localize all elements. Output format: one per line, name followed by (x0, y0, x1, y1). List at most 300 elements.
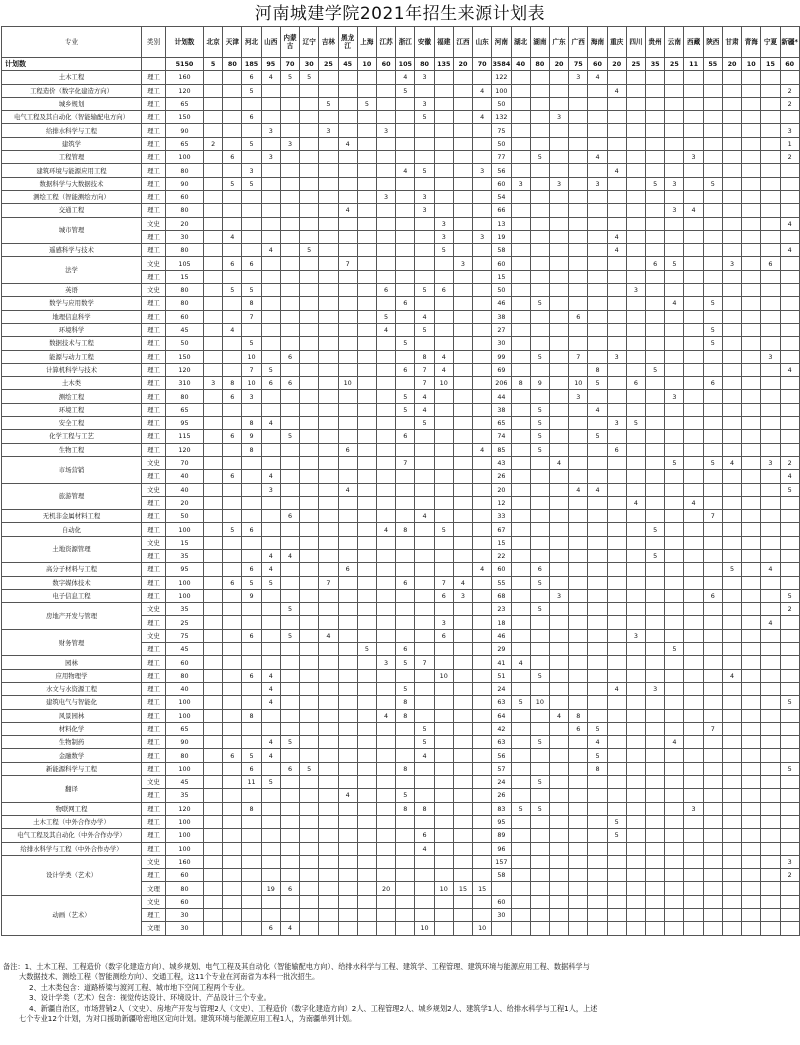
province-cell (376, 270, 395, 283)
province-cell: 8 (396, 523, 415, 536)
province-cell: 4 (722, 669, 741, 682)
province-cell: 8 (242, 297, 261, 310)
table-row (2, 124, 800, 137)
province-cell (703, 749, 722, 762)
province-cell: 4 (473, 111, 492, 124)
province-cell (549, 443, 568, 456)
province-cell (569, 204, 588, 217)
province-cell (280, 337, 299, 350)
province-cell (549, 749, 568, 762)
header-province: 新疆* (780, 27, 799, 58)
province-cell (530, 244, 549, 257)
province-cell (204, 310, 223, 323)
province-cell (319, 589, 338, 602)
category-cell: 理工 (142, 682, 166, 695)
province-cell (626, 669, 645, 682)
province-cell: 6 (338, 563, 357, 576)
province-cell (569, 164, 588, 177)
province-cell (204, 909, 223, 922)
province-cell (453, 536, 472, 549)
province-cell: 2 (780, 603, 799, 616)
province-cell: 4 (261, 696, 280, 709)
province-cell (511, 456, 530, 469)
table-row (2, 217, 800, 230)
province-cell (607, 284, 626, 297)
province-cell (338, 430, 357, 443)
province-cell: 8 (396, 709, 415, 722)
province-cell: 3 (280, 137, 299, 150)
major-name: 遥感科学与技术 (2, 244, 142, 257)
province-cell (588, 709, 607, 722)
province-cell (223, 97, 242, 110)
province-cell (376, 470, 395, 483)
province-cell: 99 (492, 350, 511, 363)
province-cell (473, 124, 492, 137)
province-cell: 4 (780, 470, 799, 483)
province-cell (742, 390, 761, 403)
province-cell (722, 483, 741, 496)
province-cell (376, 815, 395, 828)
plan-total-cell: 25 (166, 616, 204, 629)
province-cell (280, 443, 299, 456)
province-cell: 6 (569, 722, 588, 735)
province-cell (453, 310, 472, 323)
province-cell (722, 629, 741, 642)
province-cell (261, 137, 280, 150)
province-cell (742, 563, 761, 576)
province-cell (338, 682, 357, 695)
province-cell (626, 855, 645, 868)
province-cell (415, 217, 434, 230)
province-cell (300, 204, 319, 217)
province-cell (434, 895, 453, 908)
province-cell (761, 137, 780, 150)
province-cell (626, 882, 645, 895)
province-cell: 3 (434, 217, 453, 230)
province-cell (396, 377, 415, 390)
province-cell (511, 297, 530, 310)
province-cell (300, 470, 319, 483)
province-cell: 5 (280, 71, 299, 84)
province-cell (569, 895, 588, 908)
province-cell: 77 (492, 151, 511, 164)
province-cell (357, 190, 376, 203)
province-cell (549, 603, 568, 616)
province-cell: 5 (242, 576, 261, 589)
province-cell: 3 (646, 682, 665, 695)
province-cell (434, 164, 453, 177)
province-cell (376, 922, 395, 935)
province-cell (204, 337, 223, 350)
province-cell (646, 217, 665, 230)
province-cell: 4 (261, 669, 280, 682)
province-cell (780, 909, 799, 922)
province-cell: 10 (242, 350, 261, 363)
province-cell (549, 536, 568, 549)
province-cell (742, 430, 761, 443)
province-cell: 5 (242, 137, 261, 150)
province-cell (569, 909, 588, 922)
province-cell (396, 417, 415, 430)
province-cell (204, 284, 223, 297)
province-cell (473, 483, 492, 496)
province-cell (588, 456, 607, 469)
province-cell (722, 549, 741, 562)
province-cell (607, 855, 626, 868)
province-cell (646, 589, 665, 602)
province-cell (722, 922, 741, 935)
major-name: 电子信息工程 (2, 589, 142, 602)
province-cell (569, 736, 588, 749)
table-row (2, 510, 800, 523)
province-cell (396, 137, 415, 150)
province-cell (780, 643, 799, 656)
province-cell (780, 190, 799, 203)
province-cell (761, 736, 780, 749)
province-cell (626, 470, 645, 483)
province-cell (300, 536, 319, 549)
province-cell (453, 443, 472, 456)
province-cell: 5 (703, 337, 722, 350)
province-cell (722, 789, 741, 802)
plan-total-cell: 100 (166, 151, 204, 164)
province-cell: 5 (415, 722, 434, 735)
total-row (2, 58, 800, 71)
header-province: 西藏 (684, 27, 703, 58)
province-cell (376, 496, 395, 509)
province-cell (338, 749, 357, 762)
province-cell (453, 204, 472, 217)
total-province-cell: 25 (319, 58, 338, 71)
province-cell (549, 470, 568, 483)
province-cell (722, 722, 741, 735)
province-cell (396, 909, 415, 922)
total-province-cell: 95 (261, 58, 280, 71)
province-cell (223, 829, 242, 842)
province-cell (319, 483, 338, 496)
total-province-cell: 80 (530, 58, 549, 71)
category-cell: 文史 (142, 483, 166, 496)
category-cell: 理工 (142, 124, 166, 137)
province-cell (434, 151, 453, 164)
province-cell (722, 363, 741, 376)
province-cell (242, 204, 261, 217)
province-cell (703, 483, 722, 496)
province-cell (453, 496, 472, 509)
province-cell (204, 855, 223, 868)
major-name: 生物制药 (2, 736, 142, 749)
province-cell: 55 (492, 576, 511, 589)
province-cell: 5 (261, 363, 280, 376)
province-cell (665, 549, 684, 562)
province-cell (722, 190, 741, 203)
province-cell: 10 (434, 377, 453, 390)
province-cell (684, 629, 703, 642)
province-cell (300, 164, 319, 177)
province-cell (376, 417, 395, 430)
province-cell (761, 164, 780, 177)
province-cell (607, 71, 626, 84)
plan-total-cell: 80 (166, 244, 204, 257)
province-cell (761, 669, 780, 682)
major-name: 无机非金属材料工程 (2, 510, 142, 523)
province-cell (626, 190, 645, 203)
total-province-cell: 35 (646, 58, 665, 71)
category-cell: 理工 (142, 709, 166, 722)
province-cell (588, 124, 607, 137)
province-cell (261, 589, 280, 602)
province-cell (319, 869, 338, 882)
province-cell (684, 177, 703, 190)
province-cell (530, 855, 549, 868)
header-province: 湖北 (511, 27, 530, 58)
province-cell (376, 84, 395, 97)
province-cell (415, 563, 434, 576)
province-cell (780, 656, 799, 669)
province-cell: 19 (492, 230, 511, 243)
province-cell (511, 443, 530, 456)
province-cell: 3 (511, 177, 530, 190)
province-cell (261, 310, 280, 323)
province-cell (376, 549, 395, 562)
province-cell (300, 363, 319, 376)
major-name: 数字媒体技术 (2, 576, 142, 589)
province-cell (319, 310, 338, 323)
province-cell (646, 310, 665, 323)
plan-total-cell: 30 (166, 230, 204, 243)
province-cell (588, 549, 607, 562)
province-cell: 7 (703, 722, 722, 735)
province-cell (761, 71, 780, 84)
province-cell (511, 603, 530, 616)
province-cell (511, 496, 530, 509)
table-row (2, 656, 800, 669)
province-cell (434, 111, 453, 124)
province-cell (204, 603, 223, 616)
province-cell (684, 576, 703, 589)
province-cell (453, 776, 472, 789)
province-cell (646, 403, 665, 416)
province-cell (319, 164, 338, 177)
province-cell (703, 909, 722, 922)
province-cell (261, 722, 280, 735)
province-cell (626, 643, 645, 656)
province-cell (703, 563, 722, 576)
province-cell: 6 (242, 629, 261, 642)
province-cell (722, 882, 741, 895)
province-cell (376, 643, 395, 656)
category-cell: 理工 (142, 164, 166, 177)
province-cell (415, 909, 434, 922)
province-cell (223, 71, 242, 84)
province-cell (242, 869, 261, 882)
province-cell (530, 137, 549, 150)
province-cell: 6 (223, 749, 242, 762)
province-cell: 4 (473, 84, 492, 97)
province-cell (761, 802, 780, 815)
province-cell (703, 669, 722, 682)
province-cell: 3 (242, 390, 261, 403)
province-cell (473, 270, 492, 283)
province-cell (703, 922, 722, 935)
province-cell (588, 257, 607, 270)
province-cell (338, 337, 357, 350)
province-cell (223, 922, 242, 935)
province-cell (722, 97, 741, 110)
province-cell (761, 337, 780, 350)
province-cell: 8 (588, 363, 607, 376)
province-cell (357, 337, 376, 350)
province-cell: 4 (261, 71, 280, 84)
province-cell: 5 (300, 71, 319, 84)
province-cell: 2 (780, 456, 799, 469)
province-cell (588, 643, 607, 656)
province-cell (742, 284, 761, 297)
province-cell (761, 523, 780, 536)
province-cell (319, 297, 338, 310)
major-name: 城乡规划 (2, 97, 142, 110)
province-cell (607, 762, 626, 775)
province-cell (703, 244, 722, 257)
province-cell (473, 244, 492, 257)
province-cell (530, 909, 549, 922)
province-cell (280, 190, 299, 203)
province-cell (280, 616, 299, 629)
province-cell (434, 483, 453, 496)
province-cell (511, 762, 530, 775)
province-cell: 3 (434, 230, 453, 243)
province-cell (703, 97, 722, 110)
province-cell (665, 523, 684, 536)
province-cell: 5 (703, 297, 722, 310)
province-cell (684, 363, 703, 376)
province-cell: 6 (242, 762, 261, 775)
province-cell (357, 616, 376, 629)
province-cell (511, 549, 530, 562)
province-cell (434, 749, 453, 762)
province-cell (300, 696, 319, 709)
plan-total-cell: 95 (166, 563, 204, 576)
province-cell (338, 549, 357, 562)
province-cell (376, 563, 395, 576)
province-cell (357, 137, 376, 150)
province-cell (530, 337, 549, 350)
province-cell: 1 (780, 137, 799, 150)
province-cell (703, 137, 722, 150)
province-cell (569, 603, 588, 616)
province-cell: 3 (607, 417, 626, 430)
province-cell (665, 496, 684, 509)
province-cell (434, 390, 453, 403)
province-cell (742, 523, 761, 536)
province-cell (338, 669, 357, 682)
province-cell (434, 177, 453, 190)
province-cell (511, 510, 530, 523)
province-cell (530, 483, 549, 496)
province-cell: 4 (434, 350, 453, 363)
province-cell (376, 244, 395, 257)
province-cell (396, 244, 415, 257)
category-cell: 理工 (142, 297, 166, 310)
province-cell (742, 470, 761, 483)
province-cell (338, 510, 357, 523)
province-cell (204, 882, 223, 895)
province-cell (376, 909, 395, 922)
province-cell (607, 257, 626, 270)
province-cell (434, 510, 453, 523)
province-cell (453, 629, 472, 642)
province-cell (722, 815, 741, 828)
province-cell: 8 (223, 377, 242, 390)
province-cell (415, 776, 434, 789)
province-cell (742, 111, 761, 124)
province-cell (646, 111, 665, 124)
header-province: 河北 (242, 27, 261, 58)
province-cell (204, 563, 223, 576)
province-cell: 63 (492, 736, 511, 749)
province-cell (473, 430, 492, 443)
province-cell (761, 882, 780, 895)
province-cell: 3 (588, 177, 607, 190)
province-cell (530, 510, 549, 523)
province-cell: 4 (588, 403, 607, 416)
province-cell (626, 736, 645, 749)
province-cell (646, 350, 665, 363)
province-cell: 26 (492, 789, 511, 802)
province-cell (319, 549, 338, 562)
province-cell (549, 403, 568, 416)
province-cell (415, 643, 434, 656)
province-cell (646, 922, 665, 935)
province-cell (511, 151, 530, 164)
province-cell (780, 310, 799, 323)
province-cell (646, 164, 665, 177)
province-cell: 8 (396, 802, 415, 815)
province-cell (357, 350, 376, 363)
province-cell (242, 470, 261, 483)
category-cell: 理工 (142, 443, 166, 456)
province-cell: 22 (492, 549, 511, 562)
province-cell (261, 390, 280, 403)
province-cell (242, 696, 261, 709)
province-cell: 5 (722, 563, 741, 576)
province-cell (607, 310, 626, 323)
province-cell (300, 922, 319, 935)
province-cell: 3 (665, 204, 684, 217)
province-cell (607, 456, 626, 469)
province-cell (761, 430, 780, 443)
province-cell (280, 390, 299, 403)
province-cell (357, 696, 376, 709)
province-cell (473, 97, 492, 110)
province-cell (396, 270, 415, 283)
province-cell (357, 111, 376, 124)
province-cell (242, 909, 261, 922)
province-cell (722, 244, 741, 257)
province-cell (223, 310, 242, 323)
province-cell (588, 616, 607, 629)
province-cell (626, 709, 645, 722)
province-cell: 15 (473, 882, 492, 895)
province-cell (569, 230, 588, 243)
province-cell (223, 244, 242, 257)
major-name: 城市管理 (2, 217, 142, 244)
province-cell: 44 (492, 390, 511, 403)
province-cell (261, 510, 280, 523)
province-cell (338, 417, 357, 430)
province-cell (607, 217, 626, 230)
province-cell (415, 789, 434, 802)
